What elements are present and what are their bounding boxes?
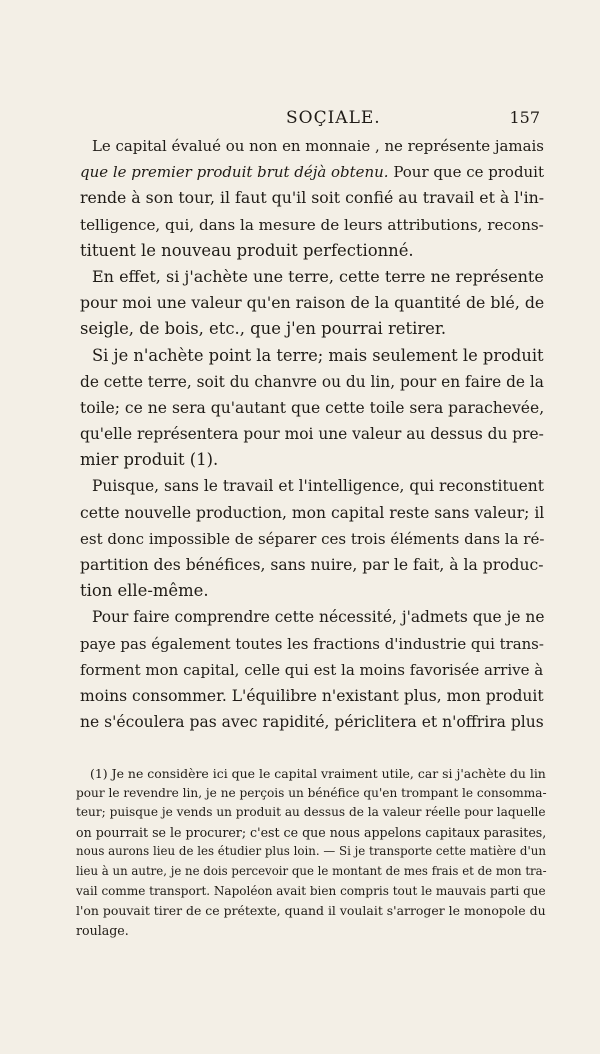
running-head bbox=[0, 108, 600, 132]
text-line: de cette terre, soit du chanvre ou du lin, pour en faire de la bbox=[80, 372, 544, 391]
text-line: pour moi une valeur qu'en raison de la quantité de blé, de bbox=[80, 293, 545, 313]
text-line: Le capital évalué ou non en monnaie , ne représente jamais bbox=[92, 137, 544, 155]
page-number: 157 bbox=[509, 108, 540, 127]
text-line: rende à son tour, il faut qu'il soit confié au travail et à l'in- bbox=[80, 188, 545, 208]
footnote-block bbox=[76, 764, 546, 940]
footnote-line: vail comme transport. Napoléon avait bien compris tout le mauvais parti que bbox=[76, 883, 546, 898]
text-line: cette nouvelle production, mon capital reste sans valeur; il bbox=[80, 503, 545, 522]
footnote-line: (1) Je ne considère ici que le capital vraiment utile, car si j'achète du lin bbox=[90, 766, 546, 781]
text-line bbox=[80, 159, 544, 185]
text-line: ne s'écoulera pas avec rapidité, périclitera et n'offrira plus bbox=[80, 713, 544, 732]
main-text bbox=[80, 133, 544, 735]
footnote-line: lieu à un autre, je ne dois percevoir que le montant de mes frais et de mon tra- bbox=[76, 863, 547, 878]
text-line: moins consommer. L'équilibre n'existant plus, mon produit bbox=[80, 686, 544, 705]
footnote-line: roulage. bbox=[76, 922, 129, 938]
text-line: Si je n'achète point la terre; mais seulement le produit bbox=[92, 345, 544, 365]
text-line: seigle, de bois, etc., que j'en pourrai retirer. bbox=[80, 319, 447, 339]
footnote-line: teur; puisque je vends un produit au dessus de la valeur réelle pour laquelle bbox=[76, 805, 546, 820]
footnote-line: on pourrait se le procurer; c'est ce que nous appelons capitaux parasites, bbox=[76, 824, 547, 840]
text-line: Pour faire comprendre cette nécessité, j'admets que je ne bbox=[92, 608, 545, 627]
text-line: Puisque, sans le travail et l'intelligence, qui reconstituent bbox=[92, 477, 544, 496]
footnote-line: nous aurons lieu de les étudier plus loin. — Si je transporte cette matière d'un bbox=[76, 844, 546, 859]
text-line: partition des bénéfices, sans nuire, par le fait, à la produc- bbox=[80, 556, 544, 574]
text-line: En effet, si j'achète une terre, cette terre ne représente bbox=[92, 266, 544, 286]
footnote-line: pour le revendre lin, je ne perçois un bénéfice qu'en trompant le consomma- bbox=[76, 785, 547, 800]
text-line: toile; ce ne sera qu'autant que cette toile sera parachevée, bbox=[80, 398, 545, 417]
text-line: telligence, qui, dans la mesure de leurs attributions, recons- bbox=[80, 215, 544, 234]
text-line: est donc impossible de séparer ces trois éléments dans la ré- bbox=[80, 529, 545, 548]
running-title: SOÇIALE. bbox=[286, 108, 381, 128]
italic-phrase: que le premier produit brut déjà obtenu. bbox=[80, 163, 389, 182]
text-line: paye pas également toutes les fractions d'industrie qui trans- bbox=[80, 634, 544, 653]
text-line: qu'elle représentera pour moi une valeur au dessus du pre- bbox=[80, 425, 544, 444]
footnote-line: l'on pouvait tirer de ce prétexte, quand il voulait s'arroger le monopole du bbox=[76, 903, 546, 919]
text-line: mier produit (1). bbox=[80, 450, 219, 470]
text-line: tituent le nouveau produit perfectionné. bbox=[80, 240, 414, 260]
text-line: tion elle-même. bbox=[80, 581, 209, 601]
text-line: forment mon capital, celle qui est la moins favorisée arrive à bbox=[80, 660, 544, 679]
text-fragment: Pour que ce produit bbox=[388, 163, 544, 182]
